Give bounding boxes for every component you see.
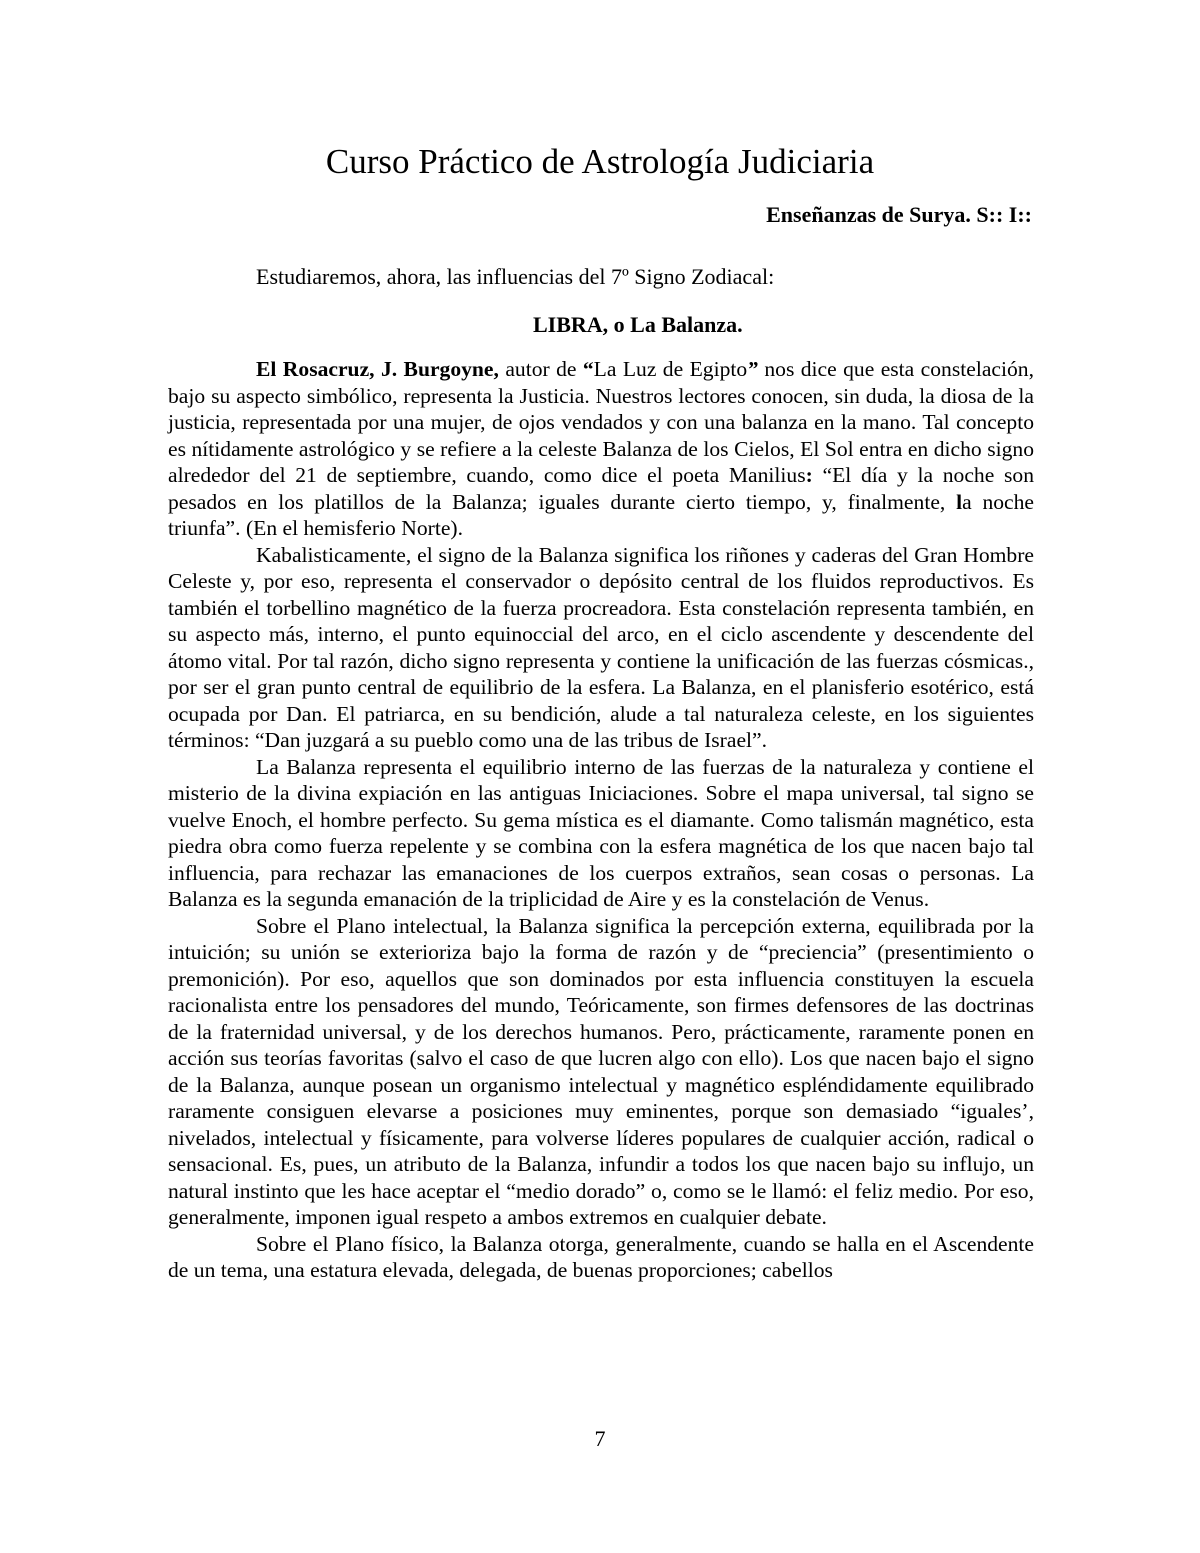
paragraph-1-part-4: a noche triunfa”. (En el hemisferio Norte). <box>168 489 1034 540</box>
paragraph-1-part-3: “El día y la noche son pesados en los platillos de la Balanza; iguales durante cierto tiempo, y, finalmente, <box>168 463 1034 514</box>
intro-line: Estudiaremos, ahora, las influencias del 7º Signo Zodiacal: <box>256 264 775 289</box>
paragraph-1-part-2: nos dice que esta constelación, bajo su aspecto simbólico, representa la Justicia. Nuestros lectores conocen, sin duda, la diosa de la justicia, representada por una mujer, de ojos vendados y con una balanza en la mano. Tal concepto es nítidamente astrológico y se refiere a la celeste Balanza de los Cielos, El Sol entra en dicho signo alrededor del 21 de septiembre, cuando, como dice el poeta Manilius <box>168 357 1034 487</box>
paragraph-1 <box>168 356 1034 542</box>
colon-mark: : <box>805 463 813 487</box>
paragraph-4: Sobre el Plano intelectual, la Balanza significa la percepción externa, equilibrada por la intuición; su unión se exterioriza bajo la forma de razón y de “preciencia” (presentimiento o premonición). Por eso, aquellos que son dominados por esta influencia constituyen la escuela racionalista entre los pensadores del mundo, Teóricamente, son firmes defensores de las doctrinas de la fraternidad universal, y de los derechos humanos. Pero, prácticamente, raramente ponen en acción sus teorías favoritas (salvo el caso de que lucren algo con ello). Los que nacen bajo el signo de la Balanza, aunque posean un organismo intelectual y magnético espléndidamente equilibrado raramente consiguen elevarse a posiciones muy eminentes, porque son demasiado “iguales’, nivelados, intelectual y físicamente, para volverse líderes populares de cualquier acción, radical o sensacional. Es, pues, un atributo de la Balanza, infundir a todos los que nacen bajo su influjo, un natural instinto que les hace aceptar el “medio dorado” o, como se le llamó: el feliz medio. Por eso, generalmente, imponen igual respeto a ambos extremos en cualquier debate. <box>168 913 1034 1229</box>
page-number: 7 <box>594 1426 606 1451</box>
paragraph-1-part-1: autor de <box>498 357 583 381</box>
quote-open-mark: “ <box>582 357 594 381</box>
paragraph-5: Sobre el Plano físico, la Balanza otorga, generalmente, cuando se halla en el Ascendente de un tema, una estatura elevada, delegada, de buenas proporciones; cabellos <box>168 1231 1034 1282</box>
section-heading: LIBRA, o La Balanza. <box>533 312 743 337</box>
page-title: Curso Práctico de Astrología Judiciaria <box>325 142 875 181</box>
body-text <box>168 356 1034 1284</box>
bold-letter: l <box>956 489 963 514</box>
book-title: La Luz de Egipto <box>593 357 748 381</box>
paragraph-2: Kabalisticamente, el signo de la Balanza significa los riñones y caderas del Gran Hombre Celeste y, por eso, representa el conservador o depósito central de los fluidos reproductivos. Es también el torbellino magnético de la fuerza procreadora. Esta constelación representa también, en su aspecto más, interno, el punto equinoccial del arco, en el ciclo ascendente y descendente del átomo vital. Por tal razón, dicho signo representa y contiene la unificación de las fuerzas cósmicas., por ser el gran punto central de equilibrio de la esfera. La Balanza, en el planisferio esotérico, está ocupada por Dan. El patriarca, en su bendición, alude a tal naturaleza celeste, en los siguientes términos: “Dan juzgará a su pueblo como una de las tribus de Israel”. <box>168 542 1034 752</box>
paragraph-3: La Balanza representa el equilibrio interno de las fuerzas de la naturaleza y contiene el misterio de la divina expiación en las antiguas Iniciaciones. Sobre el mapa universal, tal signo se vuelve Enoch, el hombre perfecto. Su gema mística es el diamante. Como talismán magnético, esta piedra obra como fuerza repelente y se combina con la esfera magnética de los que nacen bajo tal influencia, para rechazar las emanaciones de los cuerpos extraños, sean cosas o personas. La Balanza es la segunda emanación de la triplicidad de Aire y es la constelación de Venus. <box>168 754 1034 911</box>
page-subtitle: Enseñanzas de Surya. S:: I:: <box>766 202 1032 227</box>
quote-close-mark: ” <box>747 357 758 381</box>
author-lead: El Rosacruz, J. Burgoyne, <box>256 357 499 381</box>
